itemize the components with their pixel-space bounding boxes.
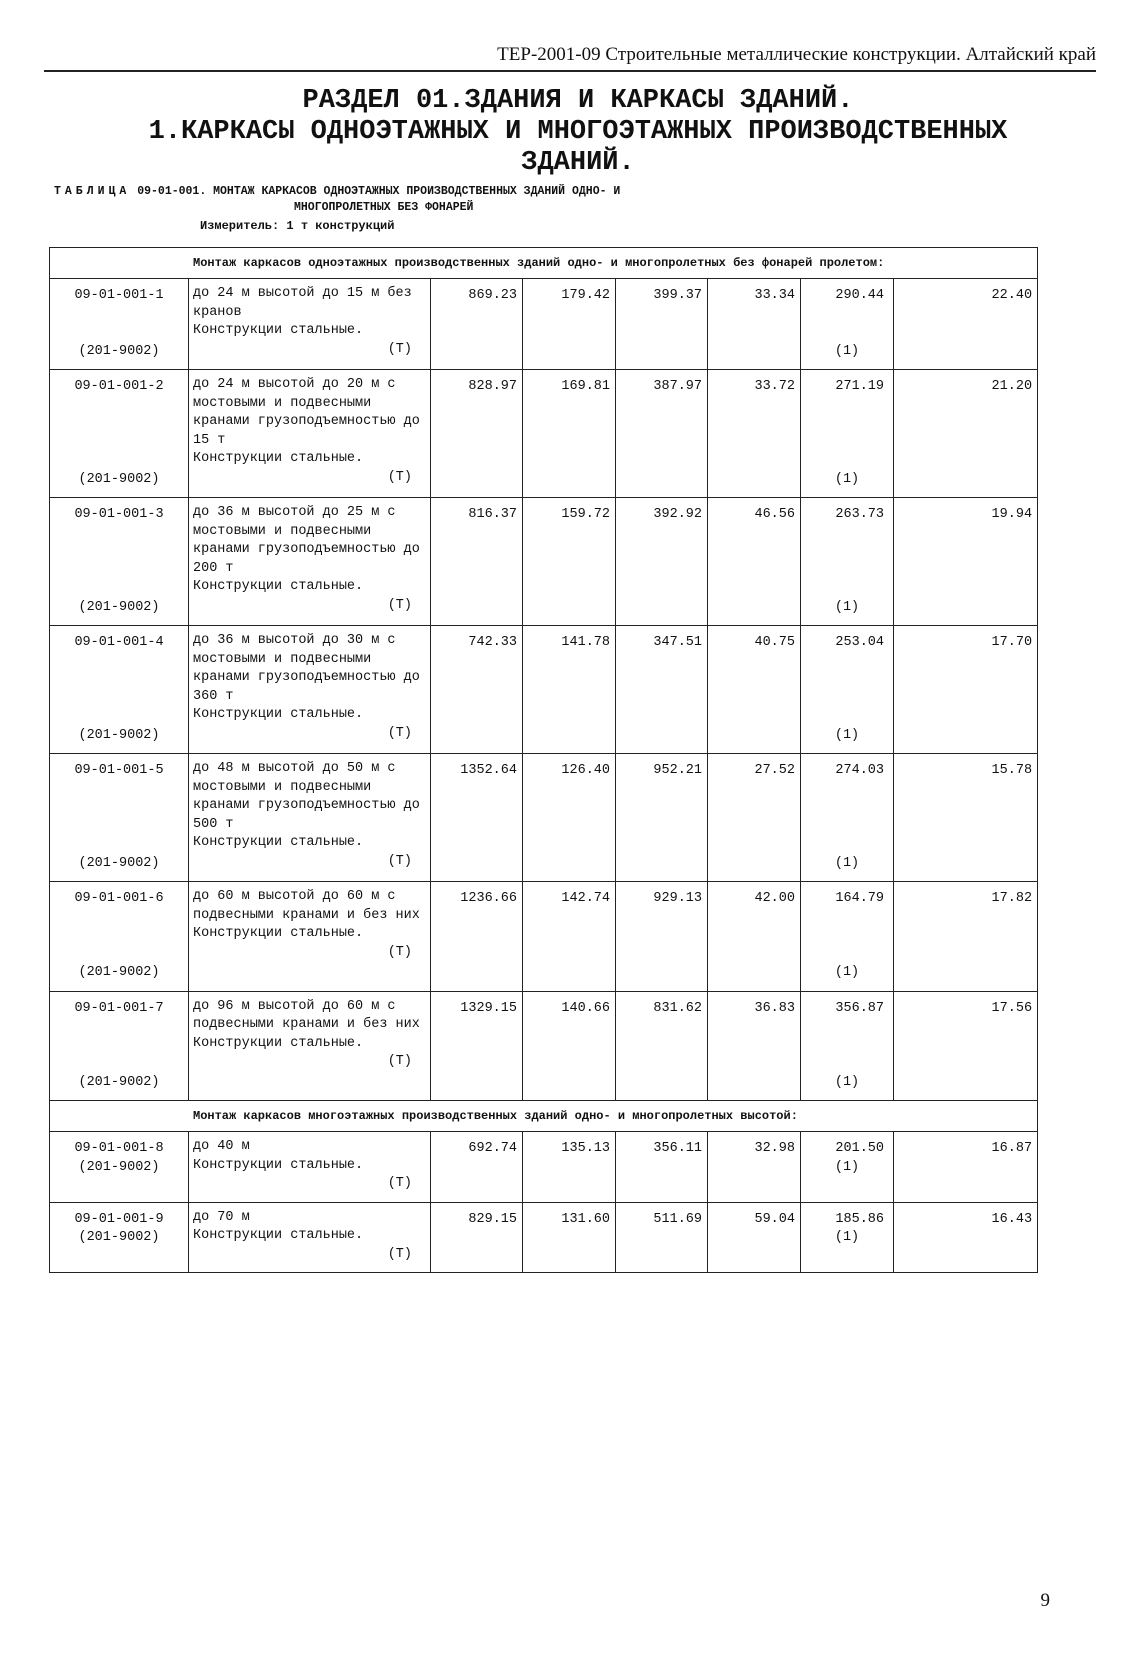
rate-code-cell <box>50 882 189 992</box>
resource-code: (201-9002) <box>78 1159 160 1175</box>
rate-code-cell <box>50 991 189 1101</box>
value-v4: 59.04 <box>708 1202 801 1273</box>
unit: (Т) <box>387 944 412 960</box>
chapter-title-line1: 1.КАРКАСЫ ОДНОЭТАЖНЫХ И МНОГОЭТАЖНЫХ ПРОИЗВОДСТВЕННЫХ <box>148 117 1008 147</box>
description-cell <box>189 1202 431 1273</box>
value-v5: 185.86 <box>835 1211 884 1227</box>
value-v5-note: (1) <box>834 471 860 487</box>
table-row <box>50 754 1038 882</box>
resource-code: (201-9002) <box>78 727 160 743</box>
value-v2: 135.13 <box>523 1132 616 1203</box>
resource-name: Конструкции стальные. <box>193 1157 364 1173</box>
unit: (Т) <box>387 597 412 613</box>
work-description: до 96 м высотой до 60 м с подвесными кранами и без них <box>193 998 420 1032</box>
value-v4: 33.34 <box>708 279 801 370</box>
resource-name: Конструкции стальные. <box>193 707 364 722</box>
value-v3: 356.11 <box>616 1132 708 1203</box>
unit: (Т) <box>387 853 412 869</box>
value-v2: 169.81 <box>523 370 616 498</box>
resource-code: (201-9002) <box>78 343 160 359</box>
work-description: до 40 м <box>193 1139 250 1154</box>
value-v5-note: (1) <box>834 965 860 980</box>
value-v4: 27.52 <box>708 754 801 882</box>
value-v6: 16.43 <box>894 1202 1038 1273</box>
work-description: до 60 м высотой до 60 м с подвесными кранами и без них <box>193 889 420 923</box>
table-caption <box>54 184 1054 216</box>
value-v6: 17.70 <box>894 626 1038 754</box>
spacer <box>54 653 184 727</box>
resource-code: (201-9002) <box>78 855 160 871</box>
rate-code-cell <box>50 279 189 370</box>
rates-table <box>49 247 1038 1273</box>
description-cell <box>189 370 431 498</box>
group-heading-row <box>50 248 1038 279</box>
spacer <box>805 306 889 343</box>
value-v5-cell <box>801 882 894 992</box>
value-v5: 253.04 <box>835 635 884 650</box>
value-v5-cell <box>801 1132 894 1203</box>
resource-code: (201-9002) <box>78 965 160 980</box>
value-v1: 742.33 <box>431 626 523 754</box>
rate-code: 09-01-001-8 <box>74 1141 164 1156</box>
unit-line: Измеритель: 1 т конструкций <box>200 219 395 233</box>
resource-name: Конструкции стальные. <box>193 323 364 338</box>
value-v5-note: (1) <box>834 727 860 743</box>
spacer <box>805 1018 889 1074</box>
rate-code: 09-01-001-6 <box>74 891 164 906</box>
rate-code: 09-01-001-1 <box>74 288 164 303</box>
rate-code: 09-01-001-5 <box>74 763 164 778</box>
value-v5-cell <box>801 991 894 1101</box>
value-v4: 33.72 <box>708 370 801 498</box>
value-v5: 201.50 <box>835 1141 884 1156</box>
work-description: до 48 м высотой до 50 м с мостовыми и подвесными кранами грузоподъемностью до 500 т <box>193 761 420 832</box>
value-v5-cell <box>801 754 894 882</box>
rate-code-cell <box>50 1202 189 1273</box>
resource-code: (201-9002) <box>78 599 160 615</box>
value-v6: 22.40 <box>894 279 1038 370</box>
value-v3: 387.97 <box>616 370 708 498</box>
work-description: до 36 м высотой до 30 м с мостовыми и подвесными кранами грузоподъемностью до 360 т <box>193 633 420 704</box>
value-v6: 17.82 <box>894 882 1038 992</box>
table-row <box>50 1202 1038 1273</box>
value-v3: 952.21 <box>616 754 708 882</box>
spacer <box>54 525 184 599</box>
unit: (Т) <box>387 341 412 357</box>
resource-name: Конструкции стальные. <box>193 451 364 466</box>
chapter-title <box>60 117 1096 179</box>
section-title: РАЗДЕЛ 01.ЗДАНИЯ И КАРКАСЫ ЗДАНИЙ. <box>302 86 854 116</box>
resource-code: (201-9002) <box>78 471 160 487</box>
rate-code: 09-01-001-2 <box>74 379 164 394</box>
rate-code-cell <box>50 754 189 882</box>
work-description: до 24 м высотой до 20 м с мостовыми и подвесными кранами грузоподъемностью до 15 т <box>193 377 420 448</box>
table-caption-label: ТАБЛИЦА <box>54 185 131 198</box>
spacer <box>54 1018 184 1074</box>
resource-code: (201-9002) <box>78 1074 160 1090</box>
table-row <box>50 279 1038 370</box>
resource-name: Конструкции стальные. <box>193 835 364 850</box>
rate-code-cell <box>50 370 189 498</box>
value-v2: 131.60 <box>523 1202 616 1273</box>
resource-name: Конструкции стальные. <box>193 926 364 941</box>
value-v5-cell <box>801 279 894 370</box>
description-cell <box>189 498 431 626</box>
value-v6: 19.94 <box>894 498 1038 626</box>
group-heading-row <box>50 1101 1038 1132</box>
unit: (Т) <box>387 1054 412 1069</box>
value-v1: 1236.66 <box>431 882 523 992</box>
value-v2: 126.40 <box>523 754 616 882</box>
value-v2: 159.72 <box>523 498 616 626</box>
value-v6: 21.20 <box>894 370 1038 498</box>
unit: (Т) <box>387 725 412 741</box>
spacer <box>805 653 889 727</box>
table-row <box>50 498 1038 626</box>
work-description: до 70 м <box>193 1209 250 1225</box>
value-v5: 271.19 <box>835 379 884 394</box>
value-v5: 164.79 <box>835 891 884 906</box>
spacer <box>54 909 184 965</box>
value-v1: 829.15 <box>431 1202 523 1273</box>
value-v3: 831.62 <box>616 991 708 1101</box>
rate-code: 09-01-001-7 <box>74 1000 164 1016</box>
rate-code-cell <box>50 498 189 626</box>
spacer <box>54 306 184 343</box>
rate-code-cell <box>50 626 189 754</box>
value-v5: 263.73 <box>835 507 884 522</box>
value-v3: 399.37 <box>616 279 708 370</box>
rate-code: 09-01-001-3 <box>74 507 164 522</box>
spacer <box>54 397 184 471</box>
description-cell <box>189 626 431 754</box>
value-v6: 17.56 <box>894 991 1038 1101</box>
work-description: до 36 м высотой до 25 м с мостовыми и подвесными кранами грузоподъемностью до 200 т <box>193 505 420 576</box>
table-row <box>50 370 1038 498</box>
group-heading: Монтаж каркасов многоэтажных производственных зданий одно- и многопролетных высотой: <box>50 1101 1038 1132</box>
unit: (Т) <box>387 1176 412 1191</box>
value-v3: 511.69 <box>616 1202 708 1273</box>
work-description: до 24 м высотой до 15 м без кранов <box>193 286 412 320</box>
value-v5-note: (1) <box>834 599 860 615</box>
description-cell <box>189 882 431 992</box>
value-v5-cell <box>801 1202 894 1273</box>
rate-code-cell <box>50 1132 189 1203</box>
resource-name: Конструкции стальные. <box>193 1228 364 1243</box>
spacer <box>805 397 889 471</box>
value-v1: 869.23 <box>431 279 523 370</box>
value-v4: 46.56 <box>708 498 801 626</box>
table-row <box>50 1132 1038 1203</box>
value-v5: 274.03 <box>835 763 884 778</box>
value-v3: 392.92 <box>616 498 708 626</box>
table-row <box>50 882 1038 992</box>
value-v4: 40.75 <box>708 626 801 754</box>
value-v5-note: (1) <box>834 343 860 359</box>
value-v2: 179.42 <box>523 279 616 370</box>
unit: (Т) <box>387 469 412 485</box>
description-cell <box>189 279 431 370</box>
value-v3: 347.51 <box>616 626 708 754</box>
running-header: ТЕР-2001-09 Строительные металлические конструкции. Алтайский край <box>44 40 1096 72</box>
value-v5-cell <box>801 498 894 626</box>
value-v1: 692.74 <box>431 1132 523 1203</box>
value-v4: 32.98 <box>708 1132 801 1203</box>
value-v1: 1329.15 <box>431 991 523 1101</box>
unit: (Т) <box>387 1246 412 1262</box>
spacer <box>805 909 889 965</box>
value-v4: 42.00 <box>708 882 801 992</box>
description-cell <box>189 754 431 882</box>
group-heading: Монтаж каркасов одноэтажных производственных зданий одно- и многопролетных без фонарей пролетом: <box>50 248 1038 279</box>
value-v5: 290.44 <box>835 288 884 303</box>
table-caption-text: 09-01-001. МОНТАЖ КАРКАСОВ ОДНОЭТАЖНЫХ ПРОИЗВОДСТВЕННЫХ ЗДАНИЙ ОДНО- И <box>137 185 621 198</box>
resource-code: (201-9002) <box>78 1230 160 1245</box>
value-v2: 141.78 <box>523 626 616 754</box>
spacer <box>805 781 889 855</box>
spacer <box>54 781 184 855</box>
value-v1: 816.37 <box>431 498 523 626</box>
value-v5: 356.87 <box>835 1000 884 1016</box>
table-row <box>50 991 1038 1101</box>
resource-name: Конструкции стальные. <box>193 579 364 594</box>
value-v5-note: (1) <box>834 1230 860 1245</box>
description-cell <box>189 1132 431 1203</box>
value-v1: 1352.64 <box>431 754 523 882</box>
value-v3: 929.13 <box>616 882 708 992</box>
value-v5-cell <box>801 370 894 498</box>
value-v2: 140.66 <box>523 991 616 1101</box>
rate-code: 09-01-001-4 <box>74 635 164 650</box>
value-v4: 36.83 <box>708 991 801 1101</box>
table-caption-text-cont: МНОГОПРОЛЕТНЫХ БЕЗ ФОНАРЕЙ <box>294 201 474 214</box>
value-v5-note: (1) <box>834 855 860 871</box>
table-row <box>50 626 1038 754</box>
value-v5-cell <box>801 626 894 754</box>
page-number: 9 <box>1040 1590 1050 1611</box>
value-v6: 16.87 <box>894 1132 1038 1203</box>
value-v5-note: (1) <box>834 1159 860 1175</box>
chapter-title-line2: ЗДАНИЙ. <box>521 148 635 178</box>
description-cell <box>189 991 431 1101</box>
rate-code: 09-01-001-9 <box>74 1211 164 1227</box>
spacer <box>805 525 889 599</box>
value-v5-note: (1) <box>834 1074 860 1090</box>
value-v2: 142.74 <box>523 882 616 992</box>
resource-name: Конструкции стальные. <box>193 1035 364 1051</box>
value-v1: 828.97 <box>431 370 523 498</box>
value-v6: 15.78 <box>894 754 1038 882</box>
